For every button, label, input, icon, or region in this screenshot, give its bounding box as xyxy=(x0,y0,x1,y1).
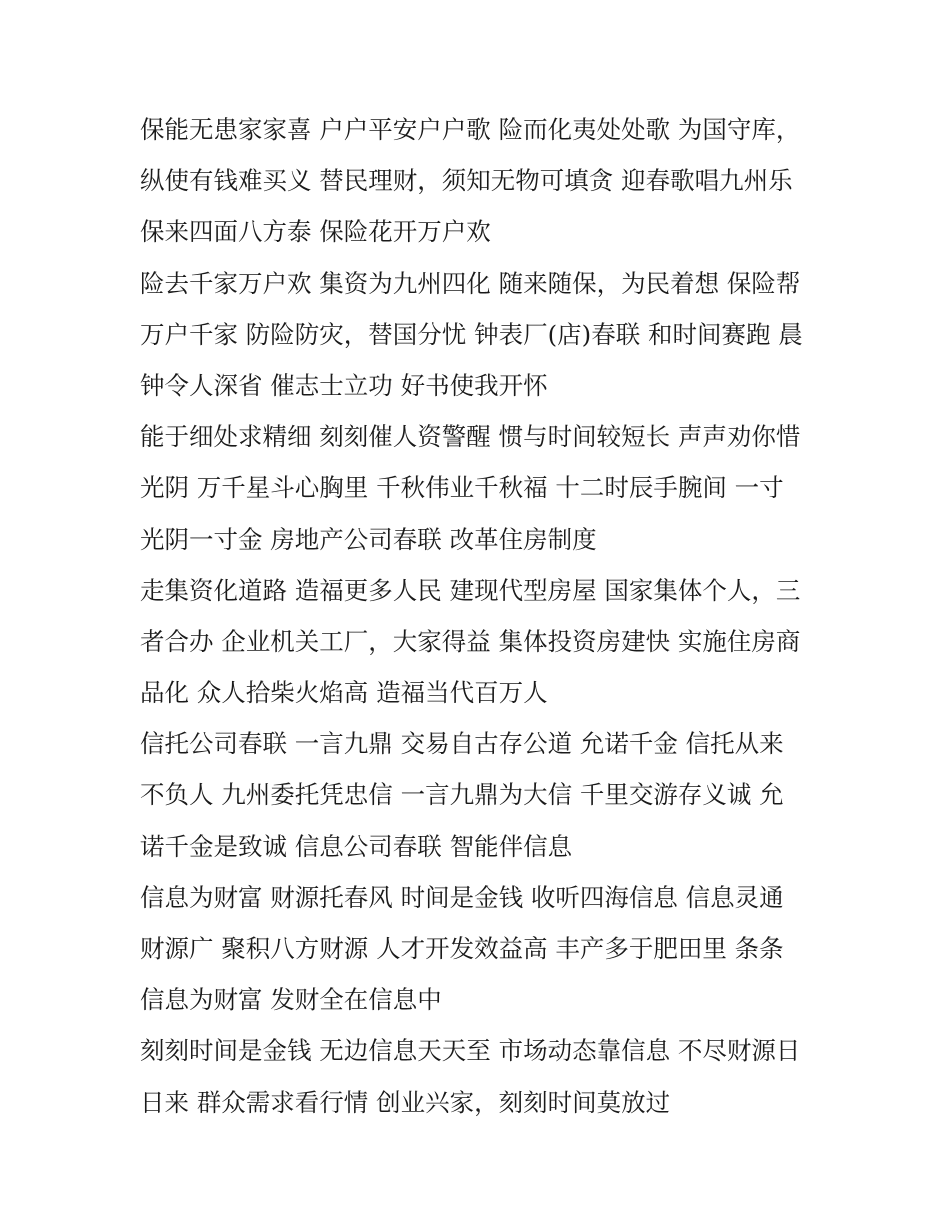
text-line: 者合办 企业机关工厂，大家得益 集体投资房建快 实施住房商 xyxy=(140,626,801,656)
text-line: 信息为财富 发财全在信息中 xyxy=(140,985,442,1015)
text-line: 诺千金是致诚 信息公司春联 智能伴信息 xyxy=(140,831,573,861)
text-line: 光阴 万千星斗心胸里 千秋伟业千秋福 十二时辰手腕间 一寸 xyxy=(140,473,784,503)
text-line: 信托公司春联 一言九鼎 交易自古存公道 允诺千金 信托从来 xyxy=(140,729,784,759)
text-line: 品化 众人拾柴火焰高 造福当代百万人 xyxy=(140,678,548,708)
text-line: 能于细处求精细 刻刻催人资警醒 惯与时间较短长 声声劝你惜 xyxy=(140,422,801,452)
text-line: 刻刻时间是金钱 无边信息天天至 市场动态靠信息 不尽财源日 xyxy=(140,1036,801,1066)
text-line: 光阴一寸金 房地产公司春联 改革住房制度 xyxy=(140,524,597,554)
text-line: 不负人 九州委托凭忠信 一言九鼎为大信 千里交游存义诚 允 xyxy=(140,780,784,810)
text-line: 财源广 聚积八方财源 人才开发效益高 丰产多于肥田里 条条 xyxy=(140,934,784,963)
text-line: 纵使有钱难买义 替民理财，须知无物可填贪 迎春歌唱九州乐 xyxy=(140,166,793,196)
text-line: 保能无患家家喜 户户平安户户歌 险而化夷处处歌 为国守库， xyxy=(140,115,801,144)
text-line: 日来 群众需求看行情 创业兴家，刻刻时间莫放过 xyxy=(140,1087,671,1117)
body-text xyxy=(140,104,810,1128)
text-line: 钟令人深省 催志士立功 好书使我开怀 xyxy=(140,370,548,400)
text-line: 保来四面八方泰 保险花开万户欢 xyxy=(140,217,491,247)
text-line: 险去千家万户欢 集资为九州四化 随来随保，为民着想 保险帮 xyxy=(140,268,801,298)
text-line: 信息为财富 财源托春风 时间是金钱 收听四海信息 信息灵通 xyxy=(140,882,784,912)
text-line: 万户千家 防险防灾，替国分忧 钟表厂(店)春联 和时间赛跑 晨 xyxy=(140,319,803,349)
text-line: 走集资化道路 造福更多人民 建现代型房屋 国家集体个人，三 xyxy=(140,575,801,605)
